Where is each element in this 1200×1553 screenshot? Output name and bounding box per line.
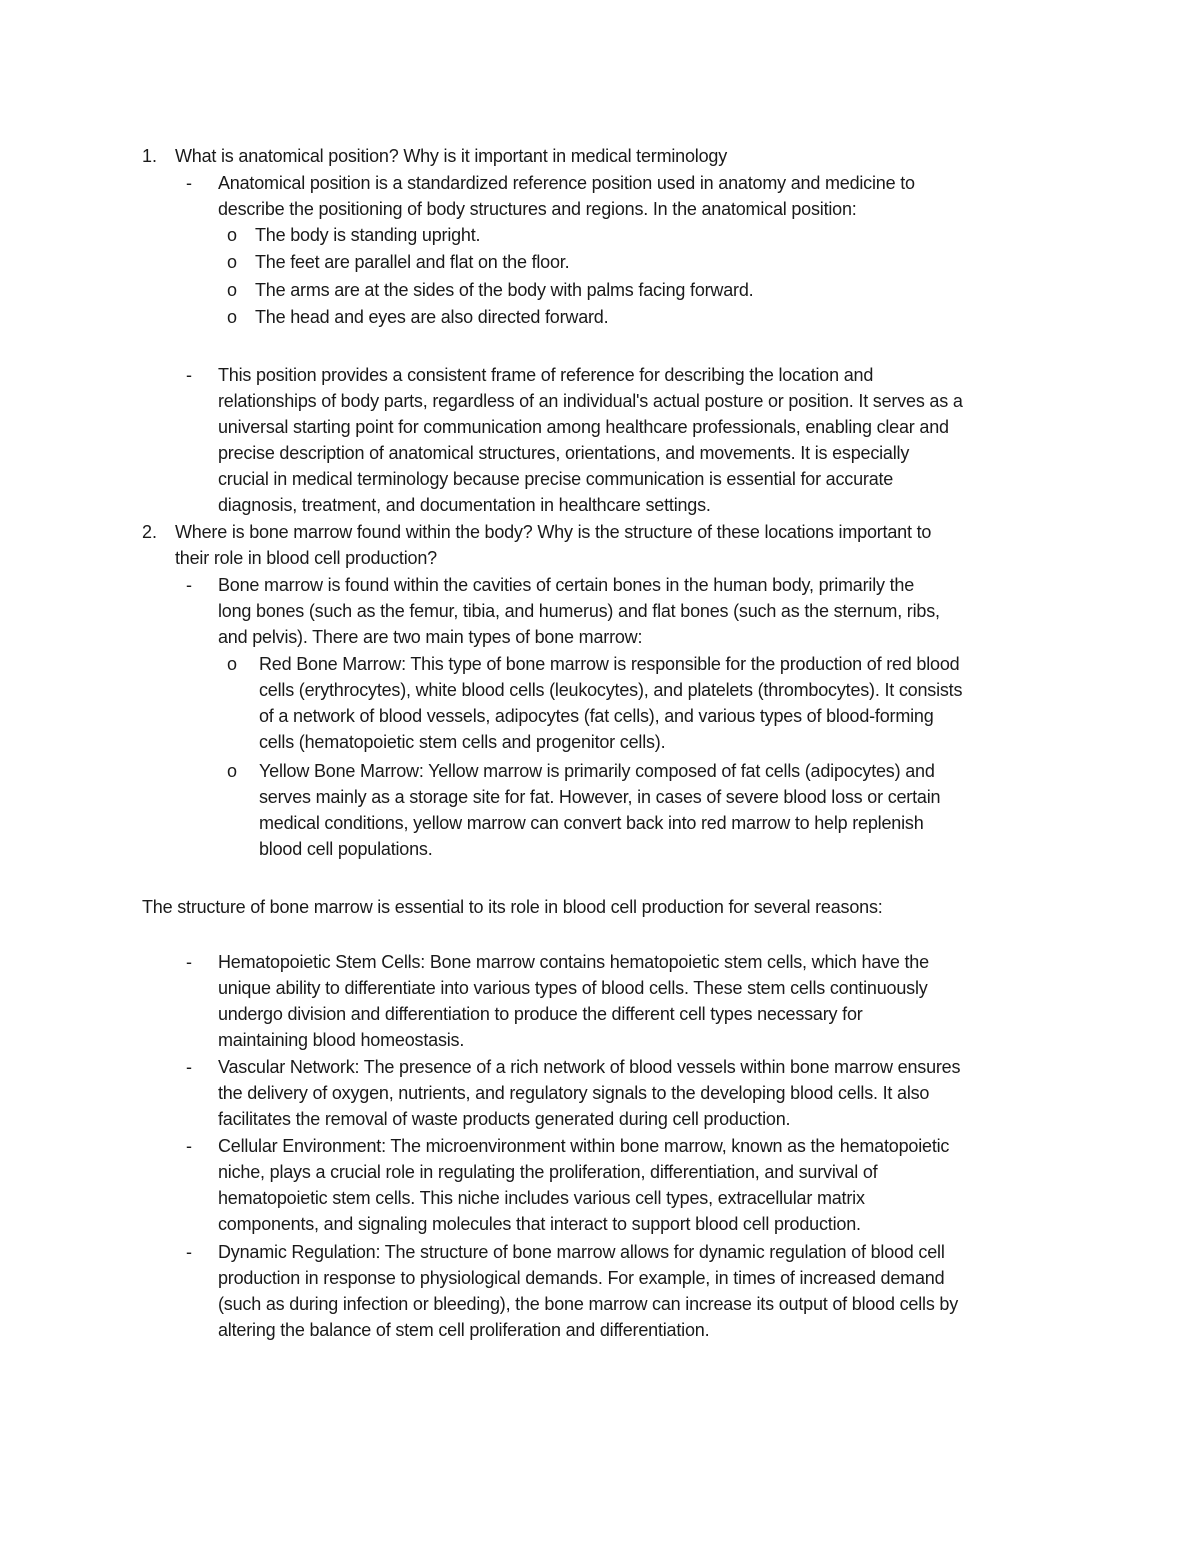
structure-item-line: the delivery of oxygen, nutrients, and regulatory signals to the developing blood cells. It also [218,1083,930,1103]
q1-bullet-marker: o [227,307,238,327]
q2-question-line: Where is bone marrow found within the body? Why is the structure of these locations important to [175,522,932,542]
structure-item-line: niche, plays a crucial role in regulating the proliferation, differentiation, and survival of [218,1162,878,1182]
q1-a2-line: relationships of body parts, regardless of an individual's actual posture or position. It serves as a [218,391,963,411]
q1-a1-dash: - [186,173,192,193]
q1-bullet-marker: o [227,225,238,245]
q2-red-marrow-line: cells (hematopoietic stem cells and progenitor cells). [259,732,666,752]
q1-bullet-text: The body is standing upright. [255,225,481,245]
q1-a1-line: describe the positioning of body structures and regions. In the anatomical position: [218,199,857,219]
structure-item-line: hematopoietic stem cells. This niche includes various cell types, extracellular matrix [218,1188,865,1208]
q1-a1-line: Anatomical position is a standardized reference position used in anatomy and medicine to [218,173,915,193]
structure-item-line: Cellular Environment: The microenvironment within bone marrow, known as the hematopoietic [218,1136,950,1156]
q1-question: What is anatomical position? Why is it important in medical terminology [175,146,728,166]
q2-red-marrow-line: Red Bone Marrow: This type of bone marrow is responsible for the production of red blood [259,654,960,674]
q1-bullet-text: The feet are parallel and flat on the floor. [255,252,570,272]
q2-yellow-marrow-line: blood cell populations. [259,839,433,859]
structure-item-line: production in response to physiological demands. For example, in times of increased demand [218,1268,945,1288]
structure-item-line: undergo division and differentiation to produce the different cell types necessary for [218,1004,863,1024]
q1-bullet-marker: o [227,252,238,272]
q1-number: 1. [142,146,158,166]
q2-red-marrow-line: of a network of blood vessels, adipocytes (fat cells), and various types of blood-forming [259,706,934,726]
q2-a1-line: and pelvis). There are two main types of bone marrow: [218,627,643,647]
q1-a2-line: precise description of anatomical structures, orientations, and movements. It is especially [218,443,910,463]
structure-item-line: Dynamic Regulation: The structure of bone marrow allows for dynamic regulation of blood cell [218,1242,945,1262]
structure-item-line: Vascular Network: The presence of a rich network of blood vessels within bone marrow ensures [218,1057,961,1077]
q2-question-line: their role in blood cell production? [175,548,437,568]
structure-item-dash: - [186,952,192,972]
structure-item-line: altering the balance of stem cell proliferation and differentiation. [218,1320,710,1340]
q1-bullet-text: The head and eyes are also directed forward. [255,307,609,327]
q2-yellow-marrow-line: serves mainly as a storage site for fat. However, in cases of severe blood loss or certain [259,787,941,807]
q1-bullet-marker: o [227,280,238,300]
structure-item-dash: - [186,1242,192,1262]
structure-item-line: Hematopoietic Stem Cells: Bone marrow contains hematopoietic stem cells, which have the [218,952,929,972]
q1-a2-line: diagnosis, treatment, and documentation in healthcare settings. [218,495,711,515]
structure-item-line: unique ability to differentiate into various types of blood cells. These stem cells continuously [218,978,928,998]
q1-a2-line: universal starting point for communication among healthcare professionals, enabling clear and [218,417,949,437]
q2-number: 2. [142,522,158,542]
structure-item-dash: - [186,1136,192,1156]
structure-item-line: maintaining blood homeostasis. [218,1030,465,1050]
structure-intro: The structure of bone marrow is essential to its role in blood cell production for several reasons: [142,897,883,917]
q1-bullet-text: The arms are at the sides of the body with palms facing forward. [255,280,754,300]
q2-bullet-marker: o [227,654,238,674]
q2-bullet-marker: o [227,761,238,781]
q2-yellow-marrow-line: Yellow Bone Marrow: Yellow marrow is primarily composed of fat cells (adipocytes) and [259,761,935,781]
q2-red-marrow-line: cells (erythrocytes), white blood cells (leukocytes), and platelets (thrombocytes). It consists [259,680,963,700]
q1-a2-line: crucial in medical terminology because precise communication is essential for accurate [218,469,894,489]
structure-item-line: (such as during infection or bleeding), the bone marrow can increase its output of blood cells by [218,1294,959,1314]
structure-item-line: facilitates the removal of waste products generated during cell production. [218,1109,791,1129]
q2-a1-line: Bone marrow is found within the cavities of certain bones in the human body, primarily the [218,575,915,595]
q1-a2-dash: - [186,365,192,385]
structure-item-line: components, and signaling molecules that interact to support blood cell production. [218,1214,861,1234]
q1-a2-line: This position provides a consistent frame of reference for describing the location and [218,365,874,385]
q2-a1-line: long bones (such as the femur, tibia, and humerus) and flat bones (such as the sternum, ribs, [218,601,940,621]
q2-yellow-marrow-line: medical conditions, yellow marrow can convert back into red marrow to help replenish [259,813,924,833]
q2-a1-dash: - [186,575,192,595]
structure-item-dash: - [186,1057,192,1077]
